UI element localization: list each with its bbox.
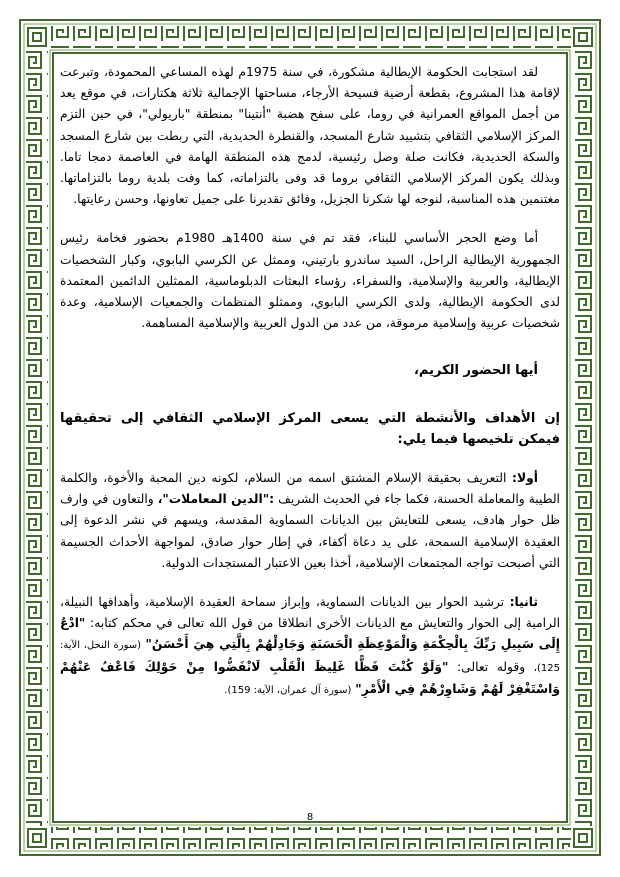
goal-second-label: ثانيا: — [509, 595, 538, 610]
goal-second-text-a: ترشيد الحوار بين الديانات السماوية، وإبراز سماحة العقيدة الإسلامية، وأهدافها النبيلة، الرامية إلى الحوار والتعايش مع الديانات الأخرى انطلاقا من قول الله تعالى في محكم كتابه: — [60, 595, 560, 631]
page-number: 8 — [306, 812, 314, 823]
goal-first-text-b: والتعاون في وارف ظل حوار هادف، يسعى للتعايش بين الديانات السماوية المقدسة، ويسهم في نشر الدعوة إلى العقيدة الإسلامية السمحة، على يد دعاة أكفاء، في إطار حوار صادق، لمواجهة الأحداث الجسيمة التي أصبحت تواجه المجتمعات الإسلامية، أخذا بعين الاعتبار المستجدات الدولية. — [60, 492, 560, 570]
verse-reference-2: (سورة آل عمران، الآية: 159). — [224, 684, 352, 696]
audience-address: أيها الحضور الكريم، — [413, 363, 538, 379]
document-body — [60, 62, 560, 822]
quran-verse-1: "ادْعُ إِلَى سَبِيلِ رَبِّكَ بِالْحِكْمَةِ وَالْمَوْعِظَةِ الْحَسَنَةِ وَجَادِلْهُمْ بِالَّتِي هِيَ أَحْسَنُ" — [60, 616, 560, 652]
goal-first-label: أولا: — [512, 471, 538, 486]
paragraph-land-donation: لقد استجابت الحكومة الإيطالية مشكورة، في سنة 1975م لهذه المساعي المحمودة، وتبرعت لإقامة هذا المشروع، بقطعة أرضية فسيحة الأرجاء، مساحتها الإجمالية ثلاثة هكتارات، في موقع يعد من أجمل المواقع العمرانية في روما، على سفح هضبة "أنتينا" بمنطقة "باريولي"، في حين التزم المركز الإسلامي الثقافي بتشييد شارع المسجد، والقنطرة الحديدية، التي ربطت بين شارع المسجد والسكة الحديدية، فكانت صلة وصل رئيسية، لدمج هذه المنطقة الهامة في العاصمة دمجا تاما. وبذلك يكون المركز الإسلامي الثقافي بروما قد وفى بالتزاماته، كما وفت بلدية روما بالتزاماتها. مغتنمين هذه المناسبة، لنوجه لها شكرنا الجزيل، وفائق تقديرنا على جميل تعاونها، وحسن رعايتها. — [60, 65, 560, 207]
goal-first-text-a: التعريف بحقيقة الإسلام المشتق اسمه من السلام، لكونه دين المحبة والأخوة، والكلمة الطيبة والمعاملة الحسنة، فكما جاء في الحديث الشريف — [60, 471, 560, 507]
goal-second — [60, 592, 560, 701]
goal-first — [60, 468, 560, 574]
quran-verse-2: "وَلَوْ كُنْتَ فَظًّا غَلِيظَ الْقَلْبِ لَانْفَضُّوا مِنْ حَوْلِكَ فَاعْفُ عَنْهُمْ وَاسْتَغْفِرْ لَهُمْ وَشَاوِرْهُمْ فِي الْأَمْرِ" — [60, 659, 560, 696]
verse-reference-1: (سورة النحل، الآية: 125)، — [60, 640, 560, 674]
goals-heading: إن الأهداف والأنشطة التي يسعى المركز الإسلامي الثقافي إلى تحقيقها فيمكن تلخيصها فيما يلي: — [60, 410, 560, 447]
hadith-quote: :"الدين المعاملات"، — [157, 492, 275, 507]
paragraph-foundation-stone: أما وضع الحجر الأساسي للبناء، فقد تم في سنة 1400هـ 1980م بحضور فخامة رئيس الجمهورية الإيطالية الراحل، السيد ساندرو بارتيني، وممثل عن الكرسي البابوي، وكبار الشخصيات الإيطالية، والعربية والإسلامية، والسفراء، رؤساء البعثات الدبلوماسية، الممثلين الدائمين المعتمدة لدى الحكومة الإيطالية، ولدى الكرسي البابوي، وممثلو المنظمات والجمعيات الإسلامية، وعدة شخصيات عربية وإسلامية مرموقة، من عدد من الدول العربية والإسلامية المساهمة. — [60, 231, 560, 331]
verse-connector: وقوله تعالى: — [456, 659, 526, 674]
